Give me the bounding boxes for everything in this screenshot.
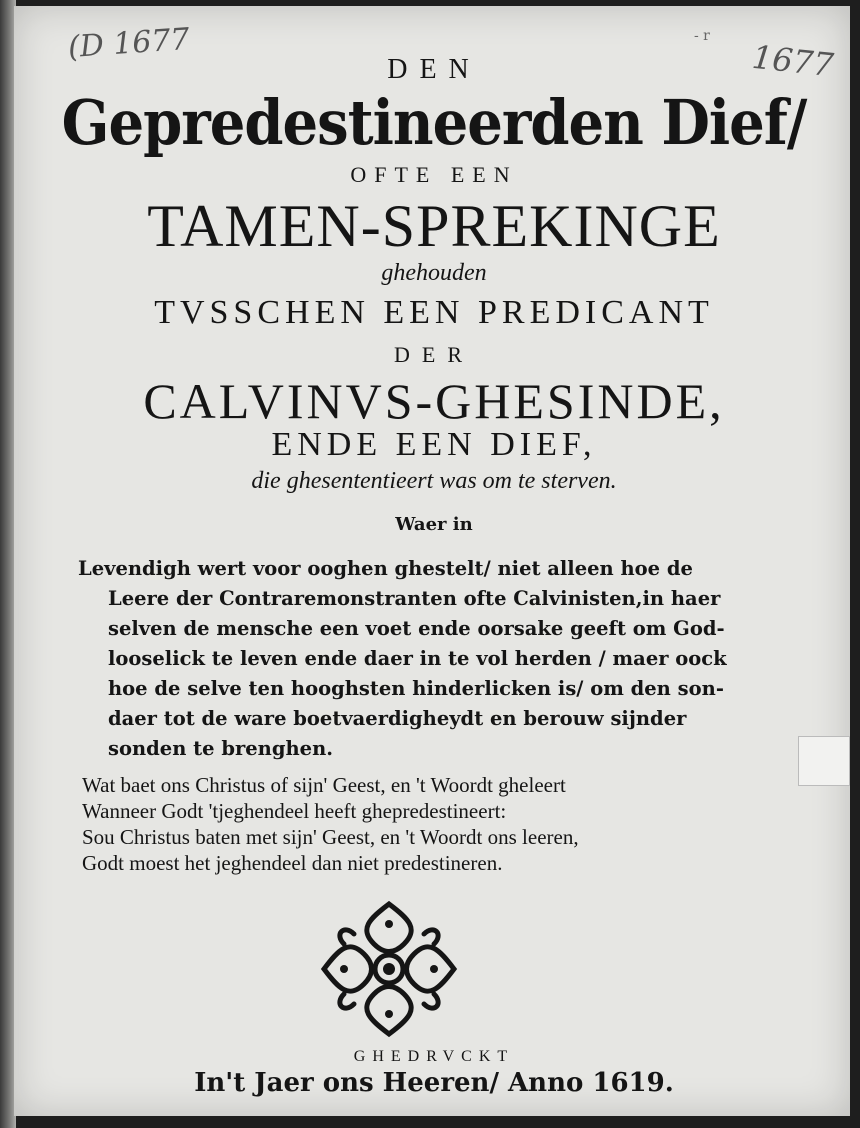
printed-label: GHEDRVCKT	[353, 1048, 515, 1065]
title-calvinus: CALVINVS-GHESINDE,	[143, 373, 725, 429]
title-ghehouden: ghehouden	[381, 260, 487, 286]
description-line: sonden te brenghen.	[108, 737, 334, 760]
verse-block	[82, 772, 722, 876]
description-line: Leere der Contraremonstranten ofte Calvinisten,in haer	[108, 587, 721, 610]
title-sententieert: die ghesententieert was om te sterven.	[251, 468, 617, 494]
description-paragraph	[78, 554, 727, 764]
verse-line: Wat baet ons Christus of sijn' Geest, en 't Woordt gheleert	[82, 773, 566, 797]
title-den: DEN	[387, 54, 481, 85]
fleuron-ornament-icon	[314, 894, 464, 1044]
title-tusschen: TVSSCHEN EEN PREDICANT	[154, 294, 714, 331]
handwritten-shelfmark-left: (D 1677	[66, 21, 191, 66]
paper-tab-marker	[798, 736, 850, 786]
handwritten-shelfmark-right: 1677	[750, 37, 836, 85]
title-ofte-een: OFTE EEN	[350, 162, 518, 187]
description-line: looselick te leven ende daer in te vol herden / maer oock	[108, 647, 727, 670]
title-tamen-sprekinge: TAMEN-SPREKINGE	[147, 193, 721, 259]
imprint-year: In't Jaer ons Heeren/ Anno 1619.	[194, 1068, 674, 1098]
title-ende-een-dief: ENDE EEN DIEF,	[271, 426, 597, 463]
title-waer-in: Waer in	[395, 514, 473, 535]
description-line: daer tot de ware boetvaerdigheydt en berouw sijnder	[108, 707, 687, 730]
description-line: hoe de selve ten hooghsten hinderlicken is/ om den son-	[108, 677, 724, 700]
title-der: DER	[394, 342, 474, 367]
verse-line: Godt moest het jeghendeel dan niet predestineren.	[82, 851, 503, 875]
description-line: Levendigh wert voor ooghen ghestelt/ niet alleen hoe de	[78, 557, 693, 580]
verse-line: Sou Christus baten met sijn' Geest, en 't Woordt ons leeren,	[82, 825, 579, 849]
description-line: selven de mensche een voet ende oorsake geeft om God-	[108, 617, 725, 640]
title-page	[14, 6, 850, 1116]
verse-line: Wanneer Godt 'tjeghendeel heeft ghepredestineert:	[82, 799, 507, 823]
title-main: Gepredestineerden Dief/	[61, 86, 807, 160]
top-mark: - r	[694, 28, 710, 44]
